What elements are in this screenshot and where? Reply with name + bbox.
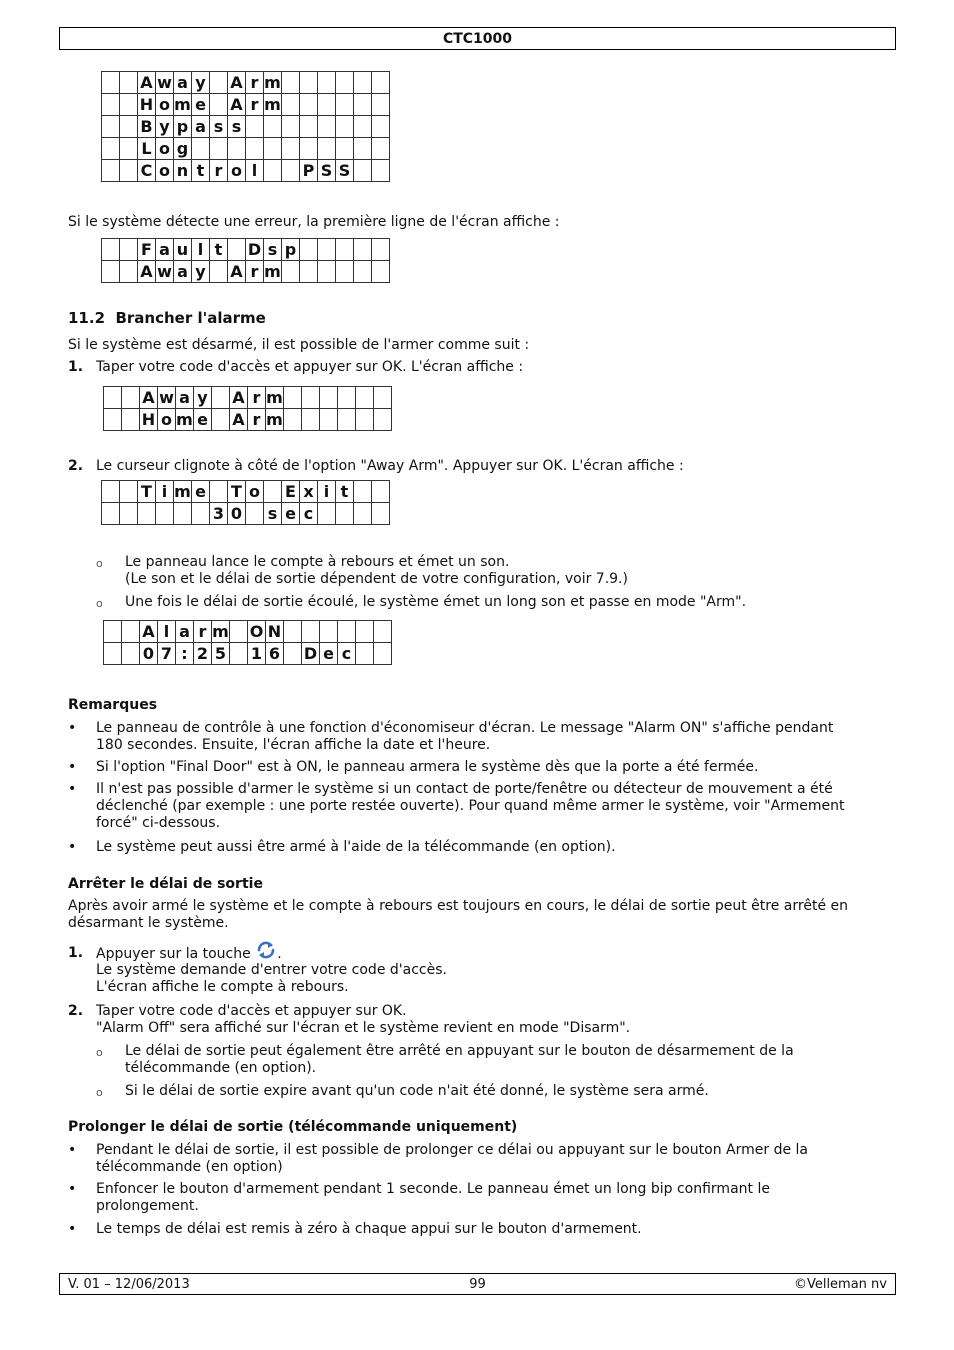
lcd-cell (300, 239, 318, 261)
section-heading (68, 309, 266, 327)
text-line: Une fois le délai de sortie écoulé, le système émet un long son et passe en mode "Arm". (125, 594, 747, 610)
lcd-cell: m (174, 95, 191, 114)
text-line: Il n'est pas possible d'armer le système si un contact de porte/fenêtre ou détecteur de mouvement a été (96, 781, 833, 797)
lcd-cell (102, 481, 120, 503)
lcd-cell: e (192, 94, 210, 116)
lcd-cell: r (246, 261, 264, 283)
lcd-cell: A (228, 261, 246, 283)
lcd-cell: 7 (158, 643, 176, 665)
lcd-cell (104, 409, 122, 431)
sub-bullet-marker: o (96, 1046, 103, 1059)
lcd-cell (264, 138, 282, 160)
lcd-cell: c (300, 503, 318, 525)
lcd-cell (354, 261, 372, 283)
lcd-cell (336, 94, 354, 116)
list-item-text (96, 1181, 886, 1215)
text-line: Après avoir armé le système et le compte à rebours est toujours en cours, le délai de sortie peut être arrêté en (68, 898, 848, 914)
lcd-cell (282, 160, 300, 182)
section-number: 11.2 (68, 309, 106, 327)
lcd-row (102, 481, 390, 503)
lcd-cell: m (266, 388, 283, 407)
lcd-cell: a (174, 261, 192, 283)
lcd-cell (120, 481, 138, 503)
lcd-cell (122, 387, 140, 409)
bullet-marker: • (68, 759, 77, 775)
lcd-cell (282, 72, 300, 94)
lcd-cell: m (212, 622, 229, 641)
bullet-marker: • (68, 720, 77, 736)
lcd-cell (356, 643, 374, 665)
lcd-cell: t (210, 239, 228, 261)
text-line: Le panneau lance le compte à rebours et émet un son. (125, 554, 510, 570)
lcd-cell (210, 481, 228, 503)
lcd-cell (374, 643, 392, 665)
lcd-cell (284, 621, 302, 643)
lcd-cell: o (156, 160, 174, 182)
lcd-cell (318, 261, 336, 283)
text-line: Le panneau de contrôle à une fonction d'économiseur d'écran. Le message "Alarm ON" s'affiche pendant (96, 720, 834, 736)
text-line: désarmant le système. (68, 915, 229, 931)
lcd-cell: C (138, 160, 156, 182)
text-line: prolongement. (96, 1198, 199, 1214)
lcd-cell: m (176, 410, 193, 429)
text-line: forcé" ci-dessous. (96, 815, 221, 831)
lcd-cell (372, 138, 390, 160)
lcd-cell (284, 643, 302, 665)
lcd-cell (210, 72, 228, 94)
refresh-icon (255, 940, 277, 960)
lcd-cell: c (338, 643, 356, 665)
paragraph-error: Si le système détecte une erreur, la première ligne de l'écran affiche : (68, 214, 560, 230)
lcd-cell: l (158, 621, 176, 643)
lcd-cell (320, 621, 338, 643)
lcd-display-alarm-on (103, 620, 392, 665)
lcd-cell (354, 239, 372, 261)
lcd-cell (300, 72, 318, 94)
lcd-cell (104, 621, 122, 643)
sub-bullet-marker: o (96, 557, 103, 570)
lcd-cell (102, 116, 120, 138)
lcd-cell (372, 116, 390, 138)
lcd-cell: s (228, 116, 246, 138)
lcd-cell (122, 643, 140, 665)
lcd-cell: S (336, 160, 354, 182)
lcd-cell (372, 261, 390, 283)
lcd-row (102, 239, 390, 261)
lcd-row (104, 621, 392, 643)
lcd-cell: o (156, 138, 174, 160)
lcd-cell (336, 72, 354, 94)
text-line: (Le son et le délai de sortie dépendent de votre configuration, voir 7.9.) (125, 571, 628, 587)
step-text-after-icon: . (277, 946, 282, 962)
bullet-marker: • (68, 1142, 77, 1158)
lcd-cell: m (174, 482, 191, 501)
lcd-cell: m (264, 73, 281, 92)
lcd-cell (302, 387, 320, 409)
text-line: L'écran affiche le compte à rebours. (96, 979, 349, 995)
lcd-cell: m (264, 95, 281, 114)
text-line: Si le délai de sortie expire avant qu'un code n'ait été donné, le système sera armé. (125, 1083, 709, 1099)
lcd-cell (354, 503, 372, 525)
lcd-row (102, 160, 390, 182)
lcd-cell: w (157, 73, 172, 92)
list-item-text (125, 594, 885, 611)
list-item-text (96, 759, 886, 776)
lcd-cell (264, 160, 282, 182)
lcd-cell (374, 387, 392, 409)
lcd-cell (264, 481, 282, 503)
lcd-cell: i (156, 481, 174, 503)
page-header (59, 27, 896, 50)
lcd-cell (246, 503, 264, 525)
lcd-display-exit-time (101, 480, 390, 525)
step-number: 2. (68, 458, 84, 474)
lcd-cell: 0 (140, 643, 158, 665)
lcd-cell: N (266, 621, 284, 643)
lcd-cell (338, 621, 356, 643)
lcd-cell (354, 116, 372, 138)
lcd-row (104, 643, 392, 665)
lcd-cell: s (210, 116, 228, 138)
lcd-cell (102, 503, 120, 525)
lcd-cell: L (138, 138, 156, 160)
lcd-cell (318, 94, 336, 116)
lcd-cell (354, 481, 372, 503)
lcd-cell (318, 116, 336, 138)
lcd-cell (302, 621, 320, 643)
lcd-cell: F (138, 239, 156, 261)
lcd-cell: y (156, 116, 174, 138)
lcd-cell: y (192, 72, 210, 94)
lcd-cell (120, 503, 138, 525)
lcd-cell: A (138, 72, 156, 94)
text-line: Si l'option "Final Door" est à ON, le panneau armera le système dès que la porte a été fermée. (96, 759, 759, 775)
paragraph-disarmed: Si le système est désarmé, il est possible de l'armer comme suit : (68, 337, 530, 353)
lcd-row (104, 387, 392, 409)
lcd-cell (354, 160, 372, 182)
lcd-cell: y (192, 261, 210, 283)
lcd-cell: A (138, 261, 156, 283)
lcd-cell (318, 138, 336, 160)
lcd-cell: i (318, 481, 336, 503)
lcd-cell: T (138, 481, 156, 503)
lcd-cell: P (300, 160, 318, 182)
lcd-cell: A (228, 72, 246, 94)
lcd-cell: D (246, 239, 264, 261)
lcd-cell: y (194, 387, 212, 409)
lcd-cell (122, 409, 140, 431)
step-number: 1. (68, 945, 84, 961)
lcd-cell (102, 239, 120, 261)
lcd-cell: x (300, 481, 318, 503)
lcd-cell (372, 503, 390, 525)
document-title: CTC1000 (442, 31, 513, 47)
lcd-cell (120, 94, 138, 116)
lcd-cell: o (158, 409, 176, 431)
bullet-marker: • (68, 1221, 77, 1237)
page-footer (59, 1273, 896, 1295)
remarks-heading: Remarques (68, 697, 158, 713)
stop-paragraph (68, 898, 888, 932)
lcd-cell (102, 138, 120, 160)
lcd-cell (230, 643, 248, 665)
lcd-cell: t (336, 481, 354, 503)
text-line: Le système peut aussi être armé à l'aide de la télécommande (en option). (96, 839, 616, 855)
text-line: Enfoncer le bouton d'armement pendant 1 seconde. Le panneau émet un long bip confirmant le (96, 1181, 770, 1197)
lcd-cell (318, 503, 336, 525)
lcd-cell: m (264, 262, 281, 281)
lcd-cell (336, 116, 354, 138)
bullet-marker: • (68, 839, 77, 855)
lcd-cell (336, 138, 354, 160)
lcd-cell (338, 387, 356, 409)
lcd-cell: H (138, 94, 156, 116)
lcd-display-fault (101, 238, 390, 283)
lcd-cell: a (174, 72, 192, 94)
lcd-display-arm-options (103, 386, 392, 431)
lcd-cell (282, 138, 300, 160)
step-number: 2. (68, 1003, 84, 1019)
lcd-cell (156, 503, 174, 525)
lcd-cell (372, 481, 390, 503)
lcd-cell (372, 239, 390, 261)
lcd-row (102, 503, 390, 525)
sub-bullet-marker: o (96, 1086, 103, 1099)
lcd-cell (302, 409, 320, 431)
lcd-cell: : (176, 643, 194, 665)
lcd-cell: r (210, 160, 228, 182)
text-line: Le temps de délai est remis à zéro à chaque appui sur le bouton d'armement. (96, 1221, 642, 1237)
list-item-text (125, 1043, 885, 1077)
lcd-cell (246, 116, 264, 138)
lcd-cell: A (230, 387, 248, 409)
lcd-cell (264, 116, 282, 138)
lcd-cell (372, 72, 390, 94)
lcd-row (102, 94, 390, 116)
text-line: déclenché (par exemple : une porte restée ouverte). Pour quand même armer le système, voir "Armement (96, 798, 845, 814)
lcd-cell (120, 261, 138, 283)
lcd-cell: A (228, 94, 246, 116)
lcd-cell: e (320, 643, 338, 665)
lcd-cell (192, 503, 210, 525)
footer-version: V. 01 – 12/06/2013 (68, 1277, 190, 1292)
lcd-cell (210, 138, 228, 160)
lcd-cell (372, 160, 390, 182)
lcd-cell (374, 621, 392, 643)
list-item-text (125, 1083, 885, 1100)
lcd-cell: o (156, 94, 174, 116)
step-text (96, 1003, 886, 1037)
lcd-cell (374, 409, 392, 431)
lcd-cell: D (302, 643, 320, 665)
lcd-cell: e (192, 481, 210, 503)
lcd-cell (336, 261, 354, 283)
lcd-cell (356, 387, 374, 409)
lcd-cell: E (282, 481, 300, 503)
lcd-row (102, 116, 390, 138)
lcd-cell (354, 72, 372, 94)
lcd-cell: r (246, 94, 264, 116)
lcd-cell (320, 387, 338, 409)
lcd-cell (228, 138, 246, 160)
sub-bullet-marker: o (96, 597, 103, 610)
lcd-cell: u (174, 239, 192, 261)
lcd-cell: a (156, 239, 174, 261)
lcd-cell: 2 (194, 643, 212, 665)
lcd-cell: s (264, 239, 282, 261)
lcd-cell: a (192, 116, 210, 138)
lcd-cell (102, 72, 120, 94)
step-number: 1. (68, 359, 84, 375)
lcd-cell (228, 239, 246, 261)
text-line: Le délai de sortie peut également être arrêté en appuyant sur le bouton de désarmement de la (125, 1043, 794, 1059)
lcd-cell (338, 409, 356, 431)
lcd-cell: S (318, 160, 336, 182)
lcd-cell (282, 261, 300, 283)
text-line: télécommande (en option) (96, 1159, 283, 1175)
lcd-cell (300, 116, 318, 138)
text-line: 180 secondes. Ensuite, l'écran affiche la date et l'heure. (96, 737, 491, 753)
lcd-cell (192, 138, 210, 160)
stop-heading: Arrêter le délai de sortie (68, 876, 263, 892)
lcd-cell (102, 94, 120, 116)
lcd-display-menu (101, 71, 390, 182)
list-item-text (96, 1221, 886, 1238)
text-line: télécommande (en option). (125, 1060, 317, 1076)
lcd-cell (102, 261, 120, 283)
lcd-cell: r (248, 387, 266, 409)
lcd-cell: a (176, 621, 194, 643)
lcd-cell (372, 94, 390, 116)
lcd-row (102, 261, 390, 283)
lcd-cell (318, 239, 336, 261)
lcd-cell: 1 (248, 643, 266, 665)
lcd-cell (174, 503, 192, 525)
lcd-cell (356, 621, 374, 643)
lcd-cell (282, 116, 300, 138)
lcd-cell (356, 409, 374, 431)
lcd-row (104, 409, 392, 431)
lcd-cell: g (174, 138, 192, 160)
lcd-cell (318, 72, 336, 94)
lcd-cell: l (246, 160, 264, 182)
section-title: Brancher l'alarme (115, 309, 266, 327)
lcd-cell: r (246, 72, 264, 94)
lcd-cell: r (194, 621, 212, 643)
lcd-cell (300, 94, 318, 116)
lcd-cell: n (174, 160, 192, 182)
list-item-text (96, 839, 886, 856)
lcd-cell (102, 160, 120, 182)
lcd-row (102, 72, 390, 94)
lcd-cell: a (176, 387, 194, 409)
lcd-cell (284, 409, 302, 431)
list-item-text (96, 781, 886, 832)
lcd-cell (138, 503, 156, 525)
text-line: Le système demande d'entrer votre code d'accès. (96, 962, 447, 978)
lcd-cell: m (266, 410, 283, 429)
list-item-text (125, 554, 885, 588)
lcd-cell (300, 261, 318, 283)
extend-heading: Prolonger le délai de sortie (télécommande uniquement) (68, 1119, 518, 1135)
lcd-cell: H (140, 409, 158, 431)
lcd-cell (104, 643, 122, 665)
lcd-cell: w (157, 262, 172, 281)
lcd-cell: w (159, 388, 174, 407)
lcd-cell: 3 (210, 503, 228, 525)
lcd-cell: 0 (228, 503, 246, 525)
lcd-cell: o (228, 160, 246, 182)
lcd-cell: A (140, 621, 158, 643)
lcd-cell: s (264, 503, 282, 525)
lcd-cell (210, 94, 228, 116)
lcd-cell: p (174, 116, 192, 138)
lcd-cell (120, 160, 138, 182)
step-text: Taper votre code d'accès et appuyer sur OK. L'écran affiche : (96, 359, 524, 375)
lcd-cell (212, 409, 230, 431)
lcd-cell (122, 621, 140, 643)
lcd-cell (120, 138, 138, 160)
lcd-cell (230, 621, 248, 643)
step-text-before-icon: Appuyer sur la touche (96, 946, 256, 962)
lcd-cell: e (282, 503, 300, 525)
lcd-cell: t (192, 160, 210, 182)
text-line: Taper votre code d'accès et appuyer sur OK. (96, 1003, 407, 1019)
lcd-cell (246, 138, 264, 160)
lcd-cell (282, 94, 300, 116)
lcd-cell: e (194, 409, 212, 431)
bullet-marker: • (68, 781, 77, 797)
lcd-row (102, 138, 390, 160)
lcd-cell (354, 138, 372, 160)
lcd-cell (212, 387, 230, 409)
lcd-cell (336, 503, 354, 525)
lcd-cell: r (248, 409, 266, 431)
lcd-cell: A (140, 387, 158, 409)
lcd-cell (300, 138, 318, 160)
bullet-marker: • (68, 1181, 77, 1197)
lcd-cell: p (282, 239, 300, 261)
list-item-text (96, 720, 886, 754)
lcd-cell (284, 387, 302, 409)
lcd-cell (120, 239, 138, 261)
step-text: Le curseur clignote à côté de l'option "Away Arm". Appuyer sur OK. L'écran affiche : (96, 458, 684, 474)
lcd-cell: o (246, 481, 264, 503)
lcd-cell (120, 116, 138, 138)
lcd-cell (210, 261, 228, 283)
footer-copyright: ©Velleman nv (793, 1277, 887, 1292)
lcd-cell: T (228, 481, 246, 503)
lcd-cell: 5 (212, 643, 230, 665)
footer-page-number: 99 (469, 1277, 486, 1292)
lcd-cell: B (138, 116, 156, 138)
lcd-cell (120, 72, 138, 94)
lcd-cell: l (192, 239, 210, 261)
text-line: "Alarm Off" sera affiché sur l'écran et le système revient en mode "Disarm". (96, 1020, 631, 1036)
lcd-cell: 6 (266, 643, 284, 665)
lcd-cell (354, 94, 372, 116)
step-text (96, 940, 886, 996)
lcd-cell: O (248, 621, 266, 643)
lcd-cell (336, 239, 354, 261)
lcd-cell (320, 409, 338, 431)
list-item-text (96, 1142, 886, 1176)
lcd-cell: A (230, 409, 248, 431)
text-line: Pendant le délai de sortie, il est possible de prolonger ce délai ou appuyant sur le bouton Armer de la (96, 1142, 809, 1158)
lcd-cell (104, 387, 122, 409)
